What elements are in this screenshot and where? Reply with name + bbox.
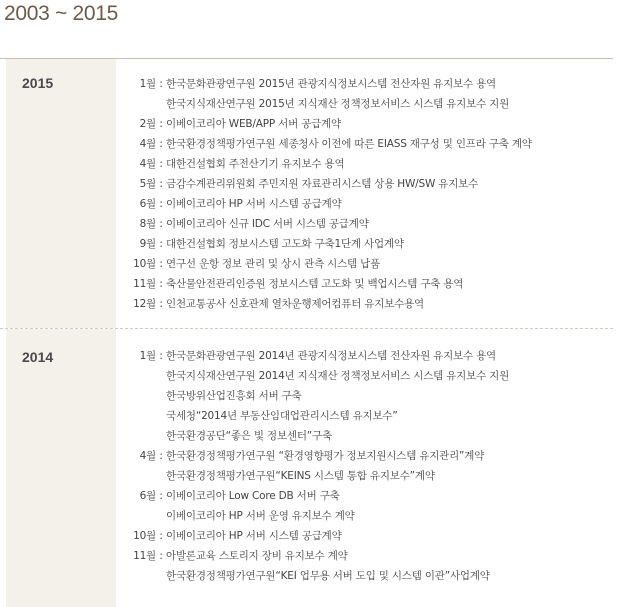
entry-separator: : xyxy=(159,78,163,90)
entry-separator: : xyxy=(159,530,163,542)
entry-month: 11월 xyxy=(133,278,156,290)
entry-month: 1월 xyxy=(139,350,156,362)
year-section-2015 xyxy=(6,59,613,328)
entry-text: 국세청“2014년 부동산임대업관리시스템 유지보수” xyxy=(166,410,398,422)
entry-text: 한국지식재산연구원 2014년 지식재산 정책정보서비스 시스템 유지보수 지원 xyxy=(166,370,510,382)
entry-month: 4월 xyxy=(139,450,156,462)
entry-month: 1월 xyxy=(139,78,156,90)
entry-month: 2월 xyxy=(139,118,156,130)
entry-month: 8월 xyxy=(139,218,156,230)
entry-text: 이베이코리아 HP 서버 시스템 공급계약 xyxy=(166,530,342,542)
entry-text: 아발론교육 스토리지 장비 유지보수 계약 xyxy=(166,550,348,562)
history-entry xyxy=(116,366,509,386)
entry-month: 6월 xyxy=(139,490,156,502)
history-entry xyxy=(116,386,302,406)
entry-separator: : xyxy=(159,138,163,150)
history-entry xyxy=(116,94,509,114)
entry-text: 한국방위산업진흥회 서버 구축 xyxy=(166,390,302,402)
entry-month: 11월 xyxy=(133,550,156,562)
history-entry xyxy=(116,406,398,426)
page-title: 2003 ~ 2015 xyxy=(4,2,119,25)
history-entry xyxy=(116,154,344,174)
history-entry xyxy=(116,234,404,254)
entry-text: 이베이코리아 WEB/APP 서버 공급계약 xyxy=(166,118,341,130)
entry-separator: : xyxy=(159,350,163,362)
history-entry xyxy=(116,546,348,566)
entry-text: 한국환경정책평가연구원 “환경영향평가 정보지원시스템 유지관리”계약 xyxy=(166,450,485,462)
entry-separator: : xyxy=(159,298,163,310)
entry-text: 대한건설협회 정보시스템 고도화 구축1단계 사업계약 xyxy=(166,238,404,250)
history-entry xyxy=(116,274,463,294)
entry-separator: : xyxy=(159,278,163,290)
history-entry xyxy=(116,174,478,194)
history-entry xyxy=(116,526,342,546)
entry-text: 대한건설협회 주전산기기 유지보수 용역 xyxy=(166,158,345,170)
entry-separator: : xyxy=(159,258,163,270)
entry-month: 10월 xyxy=(133,258,156,270)
entry-month: 6월 xyxy=(139,198,156,210)
year-section-2014 xyxy=(6,329,613,607)
history-entry xyxy=(116,566,490,586)
history-entry xyxy=(116,446,484,466)
entry-text: 인천교통공사 신호관제 열차운행제어컴퓨터 유지보수용역 xyxy=(166,298,424,310)
entry-text: 한국환경정책평가연구원“KEINS 시스템 통합 유지보수”계약 xyxy=(166,470,435,482)
entry-text: 한국문화관광연구원 2014년 관광지식정보시스템 전산자원 유지보수 용역 xyxy=(166,350,496,362)
entry-separator: : xyxy=(159,490,163,502)
history-entry xyxy=(116,254,380,274)
entry-separator: : xyxy=(159,238,163,250)
history-entry xyxy=(116,506,355,526)
entry-separator: : xyxy=(159,550,163,562)
entry-text: 한국환경정책평가연구원 세종청사 이전에 따른 EIASS 재구성 및 인프라 구축 계약 xyxy=(166,138,532,150)
entry-text: 한국환경공단“좋은 빛 정보센터”구축 xyxy=(166,430,332,442)
history-entry xyxy=(116,114,341,134)
history-entry xyxy=(116,194,342,214)
entry-text: 이베이코리아 신규 IDC 서버 시스템 공급계약 xyxy=(166,218,369,230)
entry-separator: : xyxy=(159,158,163,170)
history-entry xyxy=(116,426,332,446)
entry-separator: : xyxy=(159,198,163,210)
entry-separator: : xyxy=(159,450,163,462)
entry-text: 이베이코리아 Low Core DB 서버 구축 xyxy=(166,490,340,502)
year-sidebar xyxy=(6,329,116,607)
entry-separator: : xyxy=(159,218,163,230)
entry-month: 4월 xyxy=(139,158,156,170)
entry-text: 연구선 운항 정보 관리 및 상시 관측 시스템 납품 xyxy=(166,258,381,270)
history-entry xyxy=(116,134,532,154)
history-entry xyxy=(116,294,424,314)
entry-separator: : xyxy=(159,178,163,190)
entry-text: 한국문화관광연구원 2015년 관광지식정보시스템 전산자원 유지보수 용역 xyxy=(166,78,496,90)
entry-text: 한국환경정책평가연구원“KEI 업무용 서버 도입 및 시스템 이관”사업계약 xyxy=(166,570,490,582)
entry-month: 5월 xyxy=(139,178,156,190)
entry-month: 9월 xyxy=(139,238,156,250)
entry-text: 축산물안전관리인증원 정보시스템 고도화 및 백업시스템 구축 용역 xyxy=(166,278,464,290)
history-entry xyxy=(116,346,496,366)
entry-text: 한국지식재산연구원 2015년 지식재산 정책정보서비스 시스템 유지보수 지원 xyxy=(166,98,510,110)
year-sidebar xyxy=(6,59,116,328)
entry-text: 이베이코리아 HP 서버 운영 유지보수 계약 xyxy=(166,510,355,522)
year-label: 2015 xyxy=(22,75,54,91)
entry-text: 금감수계관리위원회 주민지원 자료관리시스템 상용 HW/SW 유지보수 xyxy=(166,178,479,190)
entry-separator: : xyxy=(159,118,163,130)
entry-text: 이베이코리아 HP 서버 시스템 공급계약 xyxy=(166,198,342,210)
entry-month: 4월 xyxy=(139,138,156,150)
year-label: 2014 xyxy=(22,349,54,365)
entry-month: 10월 xyxy=(133,530,156,542)
history-entry xyxy=(116,466,435,486)
entry-month: 12월 xyxy=(133,298,156,310)
history-entry xyxy=(116,214,369,234)
history-entry xyxy=(116,486,340,506)
history-entry xyxy=(116,74,496,94)
